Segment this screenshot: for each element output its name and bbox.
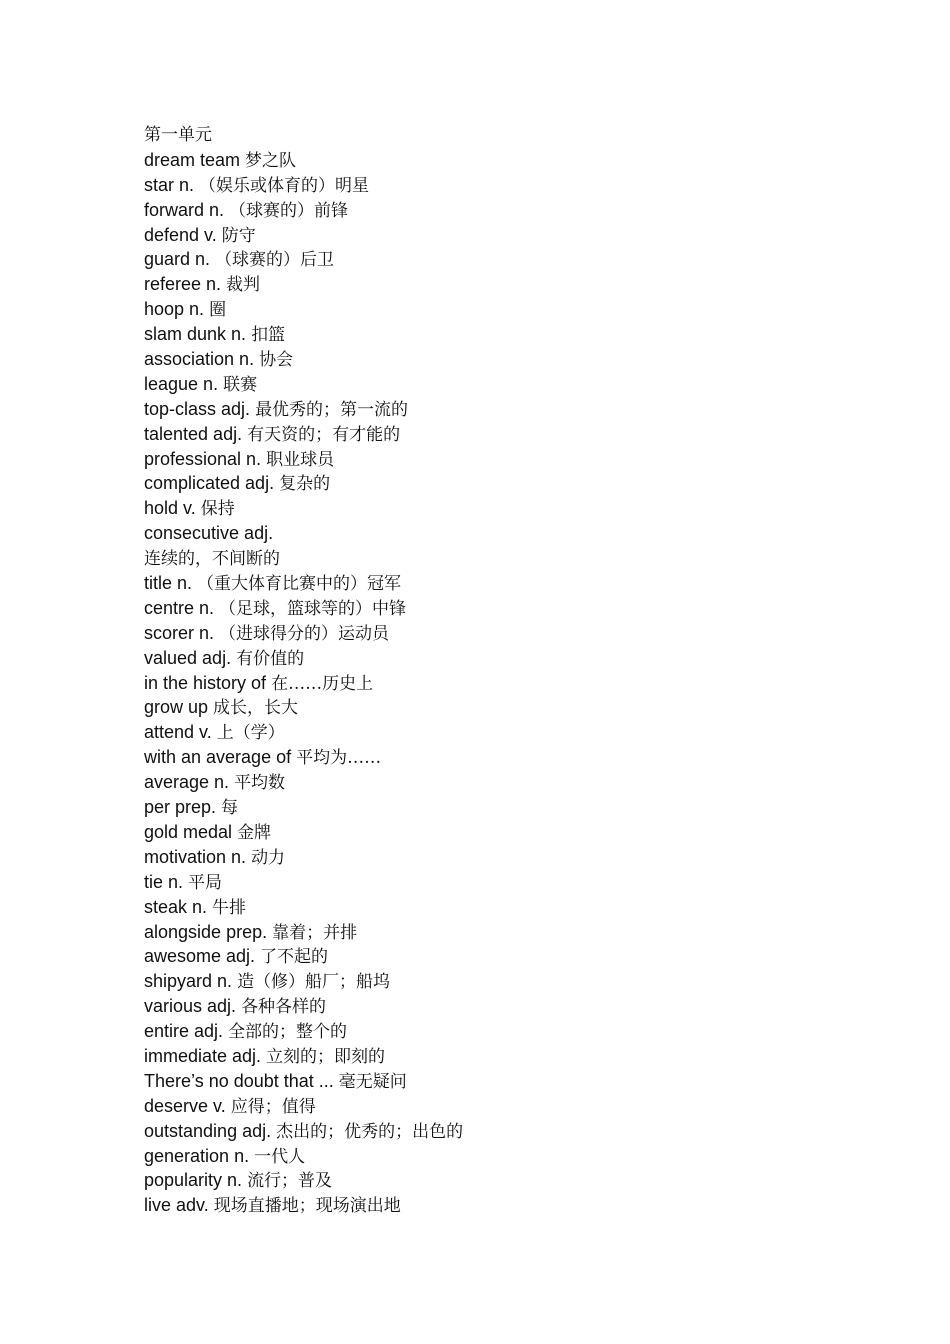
chinese-meaning: （重大体育比赛中的）冠军 [197, 574, 402, 595]
vocabulary-entry [144, 1019, 904, 1044]
chinese-meaning: 职业球员 [266, 449, 335, 470]
english-term: hoop n. [144, 299, 210, 320]
chinese-meaning: 平均数 [234, 773, 286, 794]
vocabulary-entry [144, 969, 904, 994]
english-term: immediate adj. [144, 1045, 267, 1066]
vocabulary-entry [144, 1119, 904, 1144]
english-term: referee n. [144, 274, 227, 295]
vocabulary-entry [144, 422, 904, 447]
vocabulary-entry [144, 920, 904, 945]
chinese-meaning: （娱乐或体育的）明星 [199, 175, 370, 196]
vocabulary-entry [144, 1094, 904, 1119]
chinese-meaning: （球赛的）前锋 [229, 200, 349, 221]
vocabulary-entry [144, 447, 904, 472]
vocabulary-entry [144, 795, 904, 820]
english-term: per prep. [144, 797, 222, 818]
english-term: valued adj. [144, 647, 237, 668]
english-term: star n. [144, 174, 200, 195]
english-term: hold v. [144, 498, 201, 519]
vocabulary-entry [144, 1069, 904, 1094]
vocabulary-page [144, 123, 904, 1218]
chinese-meaning: 有天资的；有才能的 [247, 424, 401, 445]
vocabulary-list [144, 148, 904, 1218]
chinese-meaning: （球赛的）后卫 [215, 250, 335, 271]
vocabulary-entry [144, 596, 904, 621]
english-term: deserve v. [144, 1095, 231, 1116]
chinese-meaning: 靠着；并排 [272, 922, 358, 943]
english-term: tie n. [144, 871, 189, 892]
chinese-meaning: 流行；普及 [247, 1171, 333, 1192]
english-term: association n. [144, 349, 260, 370]
chinese-meaning: 最优秀的；第一流的 [255, 399, 409, 420]
vocabulary-entry [144, 646, 904, 671]
vocabulary-entry [144, 322, 904, 347]
english-term: There’s no doubt that ... [144, 1070, 339, 1091]
unit-title: 第一单元 [144, 125, 212, 145]
vocabulary-entry [144, 1168, 904, 1193]
vocabulary-entry [144, 571, 904, 596]
english-term: league n. [144, 373, 224, 394]
english-term: awesome adj. [144, 946, 261, 967]
vocabulary-entry [144, 745, 904, 770]
chinese-meaning: 各种各样的 [241, 997, 327, 1018]
vocabulary-entry [144, 148, 904, 173]
english-term: live adv. [144, 1195, 214, 1216]
english-term: entire adj. [144, 1021, 229, 1042]
vocabulary-entry [144, 247, 904, 272]
vocabulary-entry [144, 347, 904, 372]
chinese-meaning: 应得；值得 [230, 1096, 316, 1117]
vocabulary-entry [144, 770, 904, 795]
chinese-meaning: （足球，篮球等的）中锋 [219, 598, 407, 619]
chinese-meaning: 一代人 [254, 1146, 306, 1167]
vocabulary-entry [144, 471, 904, 496]
english-term: consecutive adj. [144, 523, 274, 544]
chinese-meaning: 复杂的 [279, 474, 331, 495]
vocabulary-entry [144, 297, 904, 322]
chinese-meaning: 成长，长大 [213, 698, 299, 719]
english-term: average n. [144, 772, 235, 793]
english-term: outstanding adj. [144, 1120, 277, 1141]
vocabulary-entry [144, 198, 904, 223]
chinese-meaning: 全部的；整个的 [228, 1022, 348, 1043]
vocabulary-entry [144, 1044, 904, 1069]
vocabulary-entry [144, 994, 904, 1019]
chinese-meaning: （进球得分的）运动员 [219, 623, 390, 644]
english-term: with an average of [144, 747, 297, 768]
english-term: defend v. [144, 224, 222, 245]
english-term: attend v. [144, 722, 217, 743]
vocabulary-entry [144, 671, 904, 696]
vocabulary-entry [144, 223, 904, 248]
english-term: in the history of [144, 672, 272, 693]
chinese-meaning: 毫无疑问 [338, 1071, 407, 1092]
chinese-meaning: 协会 [259, 350, 294, 371]
chinese-meaning: 牛排 [212, 897, 247, 918]
chinese-meaning: 在……历史上 [271, 673, 374, 694]
english-term: slam dunk n. [144, 324, 252, 345]
english-term: grow up [144, 697, 214, 718]
vocabulary-entry [144, 845, 904, 870]
chinese-meaning: 梦之队 [245, 150, 297, 171]
english-term: steak n. [144, 896, 213, 917]
english-term: generation n. [144, 1145, 255, 1166]
vocabulary-entry [144, 820, 904, 845]
vocabulary-entry [144, 944, 904, 969]
vocabulary-entry [144, 1193, 904, 1218]
vocabulary-entry [144, 521, 904, 546]
english-term: gold medal [144, 821, 238, 842]
english-term: top-class adj. [144, 398, 256, 419]
chinese-meaning: 圈 [209, 300, 227, 321]
vocabulary-entry [144, 1144, 904, 1169]
chinese-meaning: 动力 [251, 847, 286, 868]
chinese-meaning: 有价值的 [236, 648, 305, 669]
chinese-meaning: 平均为…… [296, 748, 382, 769]
chinese-meaning: 杰出的；优秀的；出色的 [276, 1121, 464, 1142]
vocabulary-entry [144, 496, 904, 521]
chinese-meaning: 裁判 [226, 275, 261, 296]
chinese-meaning: 了不起的 [260, 947, 329, 968]
english-term: forward n. [144, 199, 230, 220]
chinese-meaning: 扣篮 [251, 325, 286, 346]
english-term: motivation n. [144, 846, 252, 867]
vocabulary-entry [144, 621, 904, 646]
english-term: complicated adj. [144, 473, 280, 494]
chinese-meaning: 每 [221, 798, 239, 819]
english-term: alongside prep. [144, 921, 273, 942]
chinese-meaning: 金牌 [237, 822, 272, 843]
chinese-meaning: 现场直播地；现场演出地 [213, 1196, 401, 1217]
english-term: centre n. [144, 597, 220, 618]
english-term: dream team [144, 149, 246, 170]
english-term: various adj. [144, 996, 242, 1017]
chinese-meaning: 平局 [188, 872, 223, 893]
chinese-meaning: 上（学） [216, 723, 285, 744]
vocabulary-entry [144, 695, 904, 720]
english-term: talented adj. [144, 423, 248, 444]
vocabulary-entry [144, 870, 904, 895]
english-term: professional n. [144, 448, 267, 469]
chinese-meaning: 连续的，不间断的 [144, 549, 280, 570]
chinese-meaning: 防守 [221, 225, 256, 246]
vocabulary-entry [144, 173, 904, 198]
chinese-meaning: 立刻的；即刻的 [266, 1046, 386, 1067]
vocabulary-entry [144, 895, 904, 920]
vocabulary-entry [144, 272, 904, 297]
english-term: popularity n. [144, 1170, 248, 1191]
vocabulary-entry [144, 546, 904, 571]
english-term: title n. [144, 573, 198, 594]
chinese-meaning: 联赛 [223, 374, 258, 395]
english-term: guard n. [144, 249, 216, 270]
chinese-meaning: 造（修）船厂；船坞 [237, 972, 391, 993]
vocabulary-entry [144, 397, 904, 422]
chinese-meaning: 保持 [200, 499, 235, 520]
english-term: shipyard n. [144, 971, 238, 992]
vocabulary-entry [144, 720, 904, 745]
english-term: scorer n. [144, 622, 220, 643]
vocabulary-entry [144, 372, 904, 397]
